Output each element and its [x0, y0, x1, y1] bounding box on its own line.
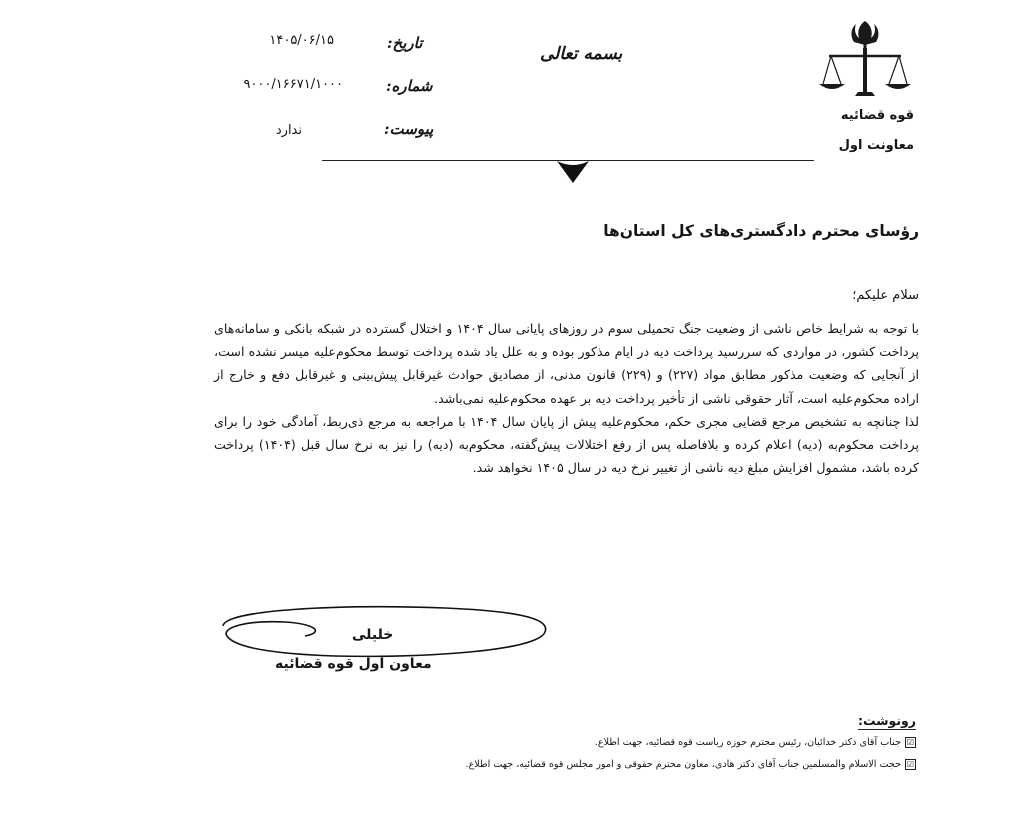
cc-item: [466, 759, 916, 770]
header-divider-arrow-icon: [557, 159, 589, 185]
cc-item: [595, 737, 916, 748]
checkbox-checked-icon: ☑: [906, 738, 915, 747]
cc-heading: رونوشت:: [857, 713, 916, 728]
invocation-text: بسمه تعالی: [540, 44, 623, 64]
greeting-text: سلام علیکم؛: [852, 288, 919, 303]
cc-item-text: جناب آقای دکتر خدائیان، رئیس محترم حوزه ریاست قوه قضائیه، جهت اطلاع.: [594, 737, 901, 748]
attachment-label: پیوست:: [384, 120, 434, 138]
attachment-value: ندارد: [275, 123, 302, 138]
cc-item-text: حجت الاسلام والمسلمین جناب آقای دکتر هادی، معاون محترم حقوقی و امور مجلس قوه قضائیه، جهت اطلاع.: [465, 759, 901, 770]
body-paragraph: لذا چنانچه به تشخیص مرجع قضایی مجری حکم، محکوم‌علیه پیش از پایان سال ۱۴۰۴ با مراجعه به مرجع ذی‌ربط، آمادگی خود را برای پرداخت محکوم‌به (دیه) اعلام کرده و بلافاصله پس از رفع اختلالات پیش‌گفته، محکوم‌به (دیه) را نیز به نرخ سال قبل (۱۴۰۴) پرداخت کرده باشد، مشمول افزایش مبلغ دیه ناشی از تغییر نرخ دیه در سال ۱۴۰۵ نخواهد شد.: [214, 413, 919, 476]
date-value: ۱۴۰۵/۰۶/۱۵: [269, 33, 334, 48]
checkbox-checked-icon: ☑: [906, 760, 915, 769]
signatory-title: معاون اول قوه قضائیه: [275, 656, 432, 672]
judiciary-scales-emblem-icon: [815, 18, 915, 108]
number-value: ۹۰۰۰/۱۶۶۷۱/۱۰۰۰: [243, 77, 343, 92]
recipient-heading: رؤسای محترم دادگستری‌های کل استان‌ها: [603, 222, 919, 240]
letter-body: [214, 317, 919, 479]
number-label: شماره:: [386, 77, 433, 95]
department-name: معاونت اول: [838, 138, 914, 153]
body-paragraph: با توجه به شرایط خاص ناشی از وضعیت جنگ تحمیلی سوم در روزهای پایانی سال ۱۴۰۴ و اختلال گسترده در شبکه بانکی و سامانه‌های پرداخت کشور، در مواردی که سررسید پرداخت دیه در ایام مذکور بوده و به علل یاد شده پرداخت توسط محکوم‌علیه میسر نشده است، از آنجایی که وضعیت مذکور مطابق مواد (۲۲۷) و (۲۲۹) قانون مدنی، از مصادیق حوادث غیرقابل پیش‌بینی و غیرقابل دفع و خارج از اراده محکوم‌علیه است، آثار حقوقی ناشی از تأخیر پرداخت دیه بر عهده محکوم‌علیه نمی‌باشد.: [214, 321, 919, 406]
organization-name: قوه قضائیه: [840, 108, 914, 123]
signatory-name: خلیلی: [352, 627, 394, 643]
date-label: تاریخ:: [387, 34, 423, 52]
